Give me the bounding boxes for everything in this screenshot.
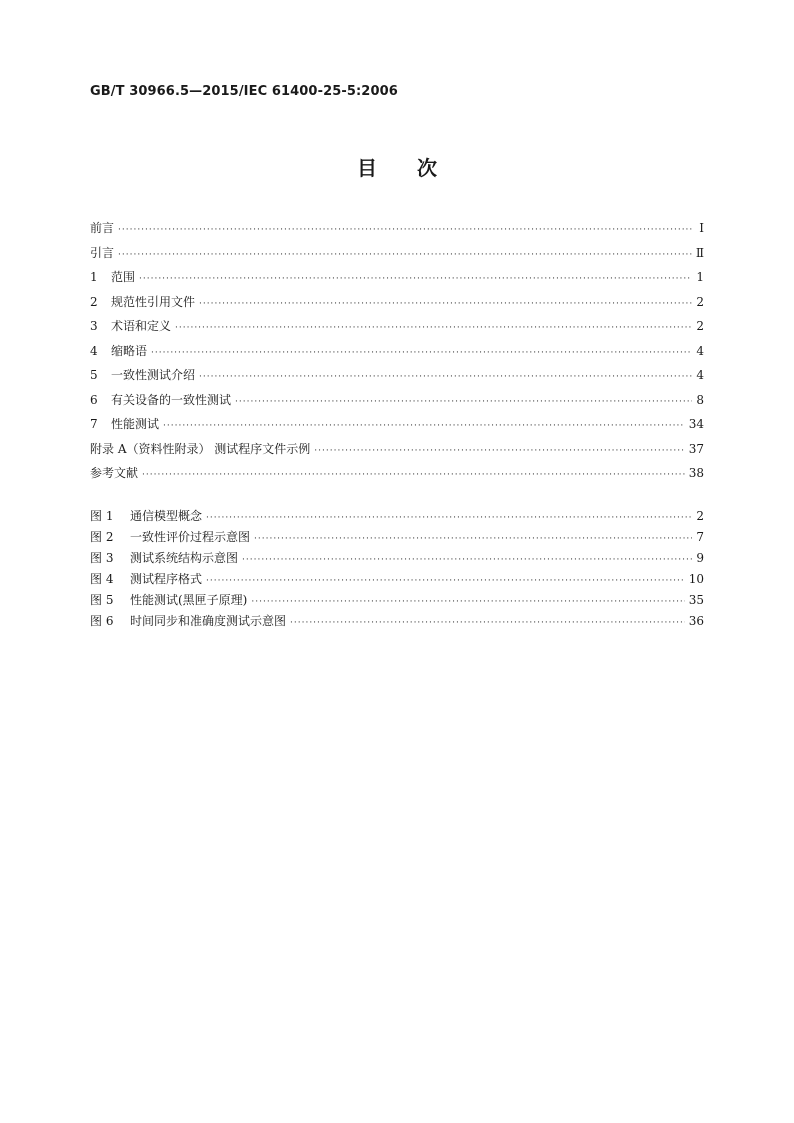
toc-entry-text: 附录 A（资料性附录） 测试程序文件示例 bbox=[90, 441, 311, 456]
toc-entry-4[interactable] bbox=[90, 339, 704, 364]
toc-leader-dots bbox=[163, 414, 685, 439]
toc-section-number: 2 bbox=[90, 294, 98, 309]
toc-entry-introduction[interactable] bbox=[90, 241, 704, 266]
toc-leader-dots bbox=[199, 292, 692, 317]
toc-leader-dots bbox=[235, 390, 692, 415]
figure-title: 测试程序格式 bbox=[130, 572, 203, 586]
toc-section-number: 3 bbox=[90, 319, 98, 333]
toc-entry-text: 性能测试 bbox=[111, 417, 160, 431]
figure-entry-5[interactable] bbox=[90, 590, 704, 611]
toc-leader-dots bbox=[118, 243, 692, 268]
toc-page-number: 2 bbox=[696, 319, 704, 333]
toc-leader-dots bbox=[199, 365, 692, 390]
figure-page-number: 9 bbox=[696, 551, 704, 565]
toc-leader-dots bbox=[206, 571, 685, 592]
toc-entry-3[interactable] bbox=[90, 314, 704, 339]
toc-page-number: 8 bbox=[696, 392, 704, 407]
standard-number: GB/T 30966.5—2015/IEC 61400-25-5:2006 bbox=[90, 84, 398, 99]
toc-leader-dots bbox=[254, 529, 692, 550]
figure-entry-4[interactable] bbox=[90, 569, 704, 590]
toc-entry-text: 引言 bbox=[90, 245, 115, 260]
figure-title: 通信模型概念 bbox=[130, 509, 203, 523]
figure-page-number: 2 bbox=[696, 509, 704, 523]
toc-entry-text: 规范性引用文件 bbox=[111, 294, 196, 309]
toc-entry-1[interactable] bbox=[90, 265, 704, 290]
toc-entry-text: 一致性测试介绍 bbox=[111, 368, 196, 382]
figure-label: 图 2 bbox=[90, 530, 114, 544]
toc-leader-dots bbox=[175, 316, 692, 341]
toc-entry-bibliography[interactable] bbox=[90, 461, 704, 486]
figure-title: 性能测试(黑匣子原理) bbox=[130, 593, 248, 607]
toc-entry-annex-a[interactable] bbox=[90, 437, 704, 462]
figure-label: 图 3 bbox=[90, 551, 114, 565]
toc-leader-dots bbox=[118, 218, 692, 243]
toc-entry-text: 有关设备的一致性测试 bbox=[111, 392, 232, 407]
figure-label: 图 4 bbox=[90, 572, 114, 586]
figure-label: 图 6 bbox=[90, 614, 114, 628]
toc-page-number: 4 bbox=[696, 343, 704, 358]
toc-section-number: 4 bbox=[90, 343, 98, 358]
figure-entry-1[interactable] bbox=[90, 506, 704, 527]
toc-leader-dots bbox=[314, 439, 684, 464]
figure-entry-3[interactable] bbox=[90, 548, 704, 569]
toc-section-number: 1 bbox=[90, 270, 98, 284]
figure-page-number: 7 bbox=[696, 530, 704, 544]
toc-entry-5[interactable] bbox=[90, 363, 704, 388]
toc-section-number: 6 bbox=[90, 392, 98, 407]
figure-label: 图 1 bbox=[90, 509, 114, 523]
toc-leader-dots bbox=[142, 463, 685, 488]
toc-page-number: 37 bbox=[688, 441, 704, 456]
figure-title: 测试系统结构示意图 bbox=[130, 551, 239, 565]
toc-leader-dots bbox=[242, 550, 692, 571]
toc-page-number: 1 bbox=[696, 270, 704, 284]
toc-entry-2[interactable] bbox=[90, 290, 704, 315]
toc-section-number: 5 bbox=[90, 368, 98, 382]
figure-page-number: 35 bbox=[688, 593, 704, 607]
figure-page-number: 10 bbox=[688, 572, 704, 586]
toc-page-number: 34 bbox=[688, 417, 704, 431]
figure-title: 时间同步和准确度测试示意图 bbox=[130, 614, 287, 628]
toc-page-number: 38 bbox=[688, 466, 704, 480]
toc-leader-dots bbox=[139, 267, 692, 292]
toc-entry-foreword[interactable] bbox=[90, 216, 704, 241]
toc-entry-7[interactable] bbox=[90, 412, 704, 437]
toc-leader-dots bbox=[206, 508, 692, 529]
table-of-contents bbox=[90, 216, 704, 486]
toc-page-number: Ⅱ bbox=[695, 245, 704, 260]
figure-page-number: 36 bbox=[688, 614, 704, 628]
figure-entry-2[interactable] bbox=[90, 527, 704, 548]
toc-page-number: 4 bbox=[696, 368, 704, 382]
list-of-figures bbox=[90, 506, 704, 632]
toc-leader-dots bbox=[251, 592, 684, 613]
toc-entry-text: 参考文献 bbox=[90, 466, 139, 480]
toc-leader-dots bbox=[151, 341, 692, 366]
toc-entry-text: 术语和定义 bbox=[111, 319, 172, 333]
toc-page-number: 2 bbox=[696, 294, 704, 309]
toc-entry-6[interactable] bbox=[90, 388, 704, 413]
toc-leader-dots bbox=[290, 613, 685, 634]
toc-entry-text: 缩略语 bbox=[111, 343, 148, 358]
figure-label: 图 5 bbox=[90, 593, 114, 607]
toc-entry-text: 前言 bbox=[90, 221, 115, 235]
figure-title: 一致性评价过程示意图 bbox=[130, 530, 251, 544]
page-title: 目次 bbox=[357, 156, 477, 180]
toc-section-number: 7 bbox=[90, 417, 98, 431]
toc-entry-text: 范围 bbox=[111, 270, 136, 284]
figure-entry-6[interactable] bbox=[90, 611, 704, 632]
toc-page-number: Ⅰ bbox=[699, 221, 704, 235]
